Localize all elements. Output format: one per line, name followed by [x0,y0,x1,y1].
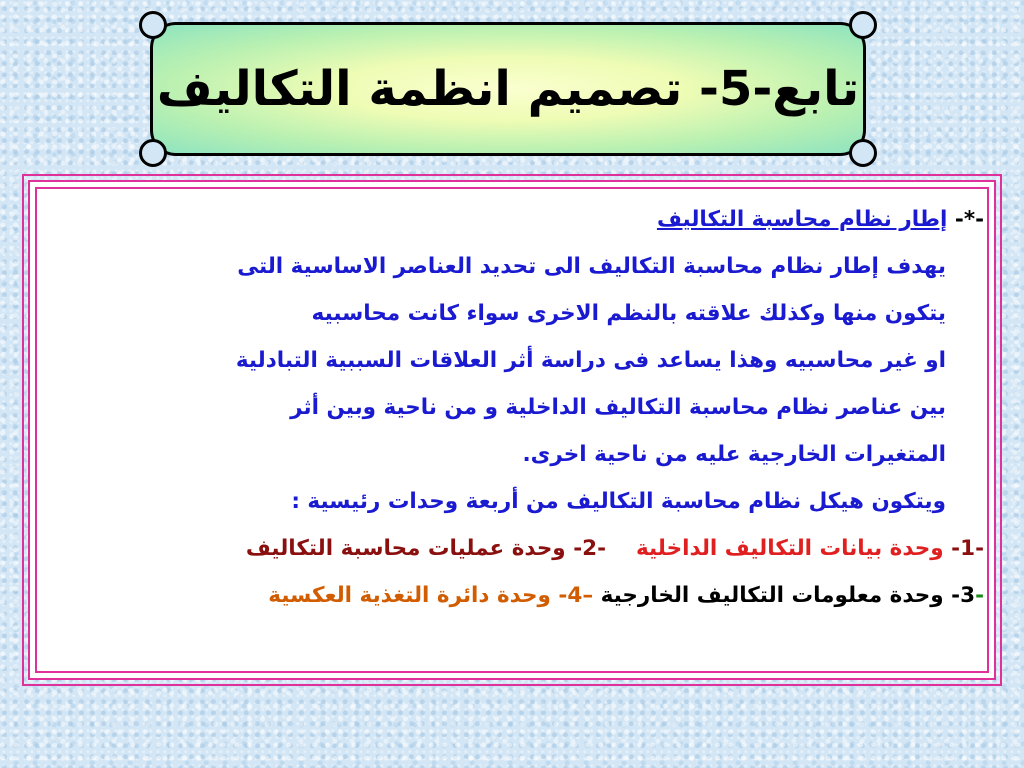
unit4-number: –4- [558,583,594,608]
content-panel [28,180,996,680]
unit3-prefix: - [975,583,984,608]
slide-title: تابع-5- تصميم انظمة التكاليف [156,61,860,117]
unit1-number: -1- [951,536,984,561]
paragraph-line: يتكون منها وكذلك علاقته بالنظم الاخرى سواء كانت محاسبيه [311,301,946,326]
banner-corner-decoration [139,139,167,167]
paragraph-line: المتغيرات الخارجية عليه من ناحية اخرى. [522,442,946,467]
unit3-number: 3- [951,583,976,608]
unit1-label: وحدة بيانات التكاليف الداخلية [635,536,944,561]
content-text [44,196,984,619]
heading-prefix: -*- [954,207,984,232]
unit3-label: وحدة معلومات التكاليف الخارجية [600,583,944,608]
paragraph-line: يهدف إطار نظام محاسبة التكاليف الى تحديد العناصر الاساسية التى [237,254,946,279]
paragraph-line: بين عناصر نظام محاسبة التكاليف الداخلية و من ناحية وبين أثر [290,395,946,420]
unit2-number: -2- [573,536,607,561]
paragraph-line: ويتكون هيكل نظام محاسبة التكاليف من أربعة وحدات رئيسية : [291,489,946,514]
unit2-label: وحدة عمليات محاسبة التكاليف [245,536,566,561]
units-line-2 [44,572,984,619]
unit4-label: وحدة دائرة التغذية العكسية [268,583,551,608]
banner-corner-decoration [849,11,877,39]
heading-link[interactable]: إطار نظام محاسبة التكاليف [656,207,948,232]
title-banner [150,22,866,156]
paragraph-line: او غير محاسبيه وهذا يساعد فى دراسة أثر العلاقات السببية التبادلية [235,348,946,373]
section-heading [44,196,984,243]
units-line-1 [44,525,984,572]
